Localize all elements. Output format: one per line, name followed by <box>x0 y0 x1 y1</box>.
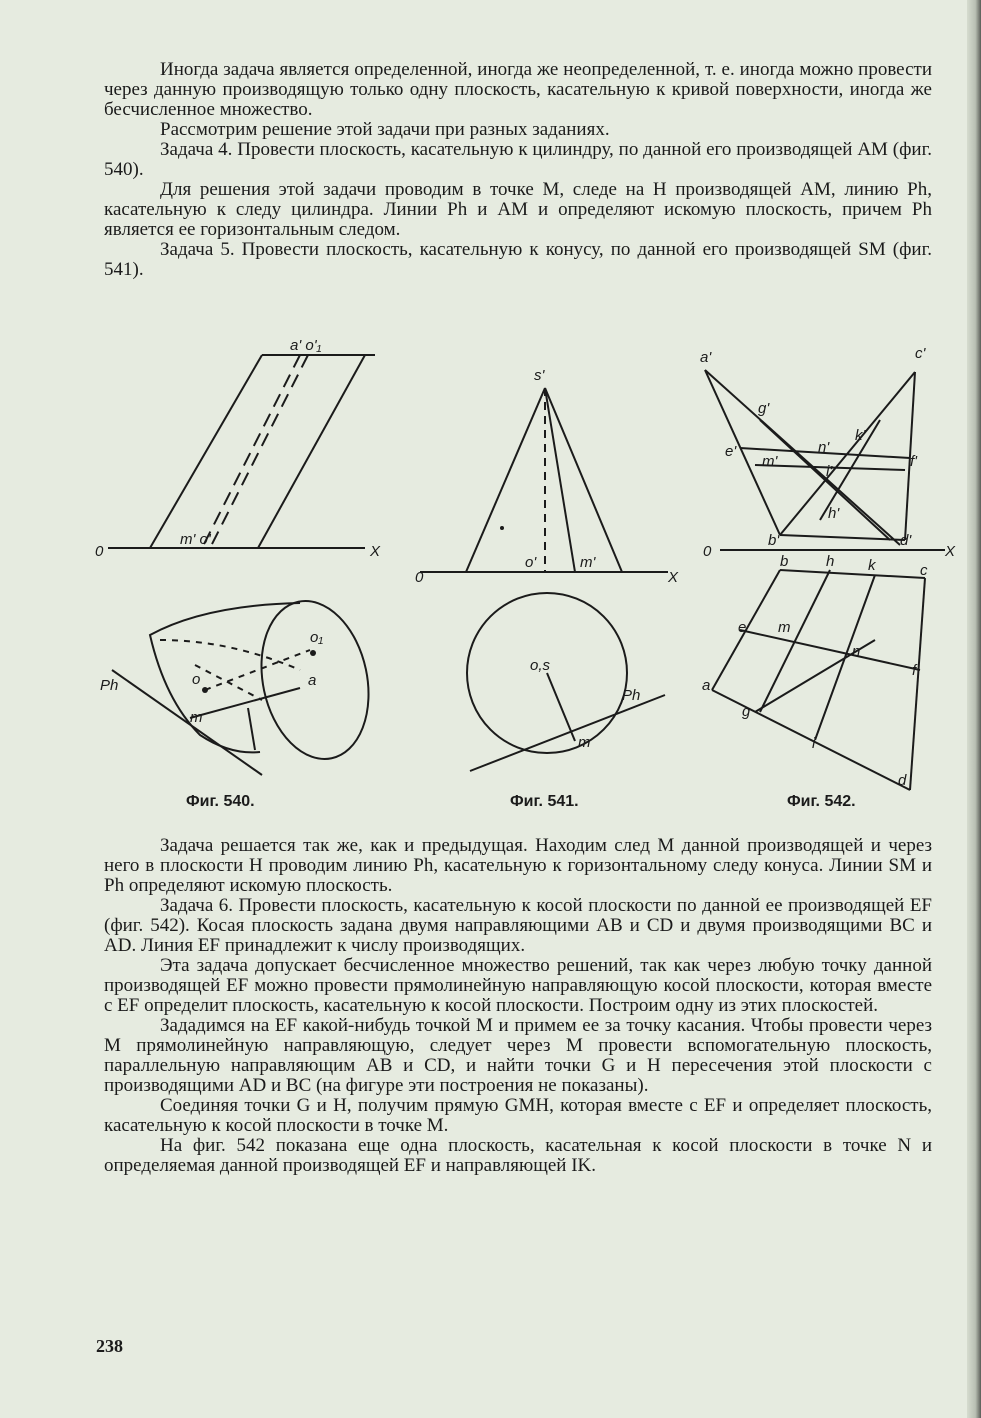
fig542-d-prime: d' <box>900 532 912 549</box>
caption-fig542: Фиг. 542. <box>787 793 856 810</box>
page-number: 238 <box>96 1336 123 1356</box>
fig542-n-prime: n' <box>818 439 830 456</box>
fig540-top-label: a' o'₁ <box>290 337 322 354</box>
fig542-c-prime: c' <box>915 345 926 362</box>
paragraph: Для решения этой задачи проводим в точке M, следе на H производящей AM, линию Ph, касательную к следу цилиндра. Линии Ph и AM и определяют искомую плоскость, причем Ph является ее горизонтальным следом. <box>104 179 932 240</box>
fig541-axis-left: 0 <box>415 569 424 586</box>
fig542-b-prime: b' <box>768 532 780 549</box>
fig541-os: o,s <box>530 657 551 674</box>
fig542-axis-right: X <box>945 543 956 560</box>
paragraph: Рассмотрим решение этой задачи при разных заданиях. <box>160 119 610 140</box>
fig541-m-prime: m' <box>580 554 596 571</box>
fig542-k-prime: k' <box>855 427 866 444</box>
fig542-a-prime: a' <box>700 349 712 366</box>
fig541-plan <box>467 593 665 771</box>
paragraph: Задача 5. Провести плоскость, касательную к конусу, по данной его производящей SM (фиг. 541). <box>104 239 932 280</box>
fig542-i-prime: i' <box>826 463 833 480</box>
fig542-g: g <box>742 703 751 720</box>
fig540-o1: o₁ <box>310 629 324 646</box>
fig540-front <box>108 355 375 548</box>
fig540-trace-label: m' o' <box>180 531 211 548</box>
fig542-a: a <box>702 677 711 694</box>
fig542-front <box>705 370 945 550</box>
caption-fig540: Фиг. 540. <box>186 793 255 810</box>
paragraph: Задача 6. Провести плоскость, касательную к косой плоскости по данной ее производящей EF (фиг. 542). Косая плоскость задана двумя направляющими AB и CD и двумя производящими BC и AD. Линия EF принадлежит к числу производящих. <box>104 895 932 956</box>
fig541-m: m <box>578 734 591 751</box>
fig541-front <box>420 388 668 572</box>
fig542-e: e <box>738 619 747 636</box>
fig540-ph: Ph <box>100 677 119 694</box>
fig540-m: m <box>190 709 203 726</box>
fig542-f: f <box>912 662 917 679</box>
fig542-n: n <box>852 643 861 660</box>
paragraph: Задача 4. Провести плоскость, касательную к цилиндру, по данной его производящей AM (фиг. 540). <box>104 139 932 180</box>
paragraph: Иногда задача является определенной, иногда же неопределенной, т. е. иногда можно провести через данную производящую только одну плоскость, касательную к кривой поверхности, иногда же бесчисленное множество. <box>104 59 932 120</box>
fig540-axis-right: X <box>370 543 381 560</box>
fig542-f-prime: f' <box>910 453 918 470</box>
bottom-text <box>104 836 932 1176</box>
fig542-h-prime: h' <box>828 505 840 522</box>
fig542-e-prime: e' <box>725 443 737 460</box>
fig542-i: i <box>812 735 816 752</box>
fig540-a: a <box>308 672 317 689</box>
paragraph: Эта задача допускает бесчисленное множество решений, так как через любую точку данной производящей EF можно провести прямолинейную направляющую косой плоскости, которая вместе с EF определит плоскость, касательную к косой плоскости. Построим одну из этих плоскостей. <box>104 955 932 1016</box>
fig542-plan <box>712 570 925 790</box>
fig541-axis-right: X <box>668 569 679 586</box>
fig542-m-prime: m' <box>762 453 778 470</box>
fig542-m: m <box>778 619 791 636</box>
paragraph: Задача решается так же, как и предыдущая. Находим след M данной производящей и через него в плоскости H проводим линию Ph, касательную к горизонтальному следу конуса. Линии SM и Ph определяют искомую плоскость. <box>104 835 932 896</box>
fig542-d: d <box>898 772 907 789</box>
fig540-o: o <box>192 671 201 688</box>
fig540-plan <box>112 591 382 775</box>
paragraph: На фиг. 542 показана еще одна плоскость, касательная к косой плоскости в точке N и определяемая данной производящей EF и направляющей IK. <box>104 1135 932 1176</box>
caption-fig541: Фиг. 541. <box>510 793 579 810</box>
fig541-o-prime: o' <box>525 554 537 571</box>
fig542-k: k <box>868 557 876 574</box>
fig540-axis-left: 0 <box>95 543 104 560</box>
fig541-s-prime: s' <box>534 367 545 384</box>
fig542-axis-left: 0 <box>703 543 712 560</box>
fig542-g-prime: g' <box>758 400 770 417</box>
fig542-b: b <box>780 553 789 570</box>
paragraph: Зададимся на EF какой-нибудь точкой M и примем ее за точку касания. Чтобы провести через M прямолинейную направляющую, следует через M провести вспомогательную плоскость, параллельную направляющим AB и CD, и найти точки G и H пересечения этой плоскости с производящими AD и BC (на фигуре эти построения не показаны). <box>104 1015 932 1096</box>
fig542-c: c <box>920 562 928 579</box>
paragraph: Соединяя точки G и H, получим прямую GMH, которая вместе с EF и определяет плоскость, касательную к косой плоскости в точке M. <box>104 1095 932 1136</box>
fig541-ph: Ph <box>622 687 641 704</box>
fig542-h: h <box>826 553 835 570</box>
